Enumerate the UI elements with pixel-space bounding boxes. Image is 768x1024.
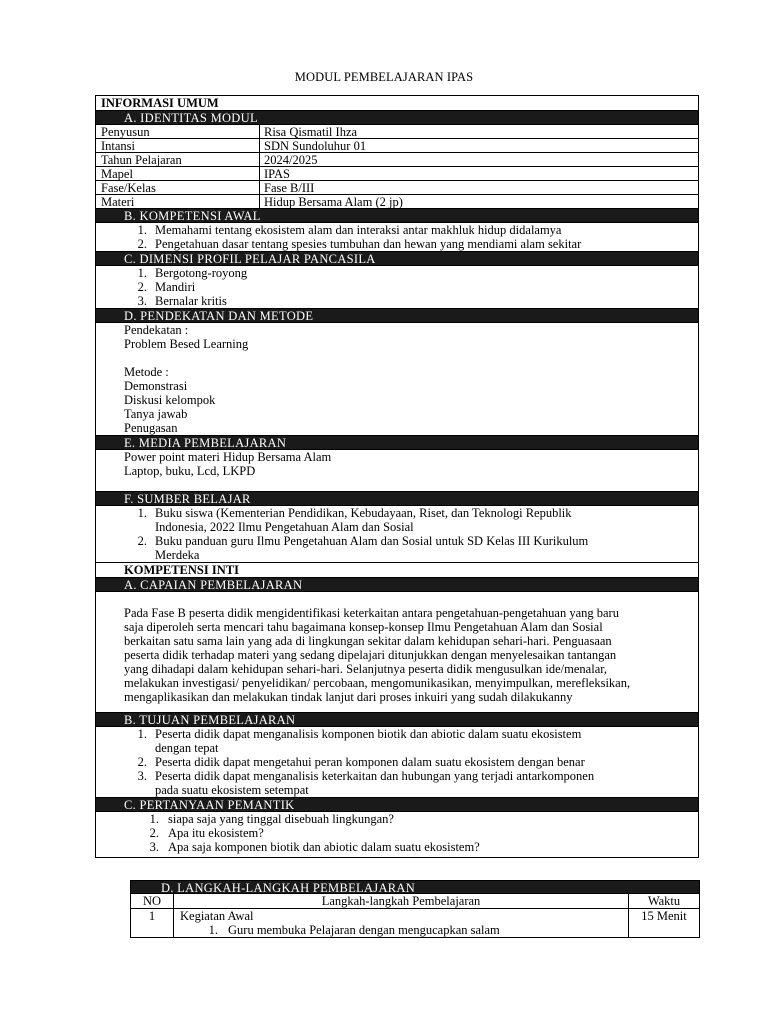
- col-time: Waktu: [647, 894, 681, 908]
- media-block: [96, 450, 698, 492]
- pendekatan-block: [96, 323, 698, 436]
- metode-label: Metode :: [124, 365, 169, 379]
- heading-media: E. MEDIA PEMBELAJARAN: [96, 436, 698, 450]
- profil-list: [96, 266, 698, 309]
- metode-item: Diskusi kelompok: [124, 393, 216, 407]
- media-line: Laptop, buku, Lcd, LKPD: [124, 464, 256, 478]
- list-item: 2. Pengetahuan dasar tentang spesies tumbuhan dan hewan yang mendiami alam sekitar: [137, 237, 582, 251]
- sumber-list: [96, 506, 698, 563]
- metode-item: Demonstrasi: [124, 379, 188, 393]
- heading-profil: C. DIMENSI PROFIL PELAJAR PANCASILA: [96, 252, 698, 266]
- list-item: 1. Buku siswa (Kementerian Pendidikan, Kebudayaan, Riset, dan Teknologi Republik Indonesia, 2022 Ilmu Pengetahuan Alam dan Sosial: [137, 506, 572, 534]
- steps-table: [130, 880, 700, 938]
- list-item: 1. Bergotong-royong: [137, 266, 248, 280]
- heading-kompetensi-awal: B. KOMPETENSI AWAL: [96, 209, 698, 223]
- section-informasi-umum: INFORMASI UMUM: [96, 96, 698, 111]
- identity-value: IPAS: [264, 167, 290, 181]
- page-title: MODUL PEMBELAJARAN IPAS: [294, 70, 474, 84]
- list-item: 1. Memahami tentang ekosistem alam dan interaksi antar makhluk hidup didalamya: [137, 223, 562, 237]
- list-item: 1. Peserta didik dapat menganalisis komponen biotik dan abiotic dalam suatu ekosistem dengan tepat: [137, 727, 582, 755]
- tujuan-list: [96, 727, 698, 798]
- col-step: Langkah-langkah Pembelajaran: [174, 894, 629, 908]
- col-no: NO: [131, 894, 174, 908]
- sub-step: 1. Guru membuka Pelajaran dengan mengucapkan salam: [208, 923, 500, 937]
- row-time: 15 Menit: [641, 909, 687, 923]
- identity-key: Tahun Pelajaran: [96, 153, 260, 166]
- pendekatan-label: Pendekatan :: [124, 323, 189, 337]
- identity-row: [96, 181, 698, 195]
- list-item: 3. Peserta didik dapat menganalisis keterkaitan dan hubungan yang terjadi antarkomponen pada suatu ekosistem setempat: [137, 769, 595, 797]
- identity-value: SDN Sundoluhur 01: [264, 139, 367, 153]
- media-line: Power point materi Hidup Bersama Alam: [124, 450, 332, 464]
- metode-item: Penugasan: [124, 421, 178, 435]
- pertanyaan-list: [96, 812, 698, 857]
- identity-value: 2024/2025: [264, 153, 318, 167]
- identity-row: [96, 195, 698, 209]
- identity-value: Fase B/III: [264, 181, 315, 195]
- identity-key: Penyusun: [96, 125, 260, 138]
- section-kompetensi-inti: KOMPETENSI INTI: [96, 563, 698, 578]
- row-no: 1: [131, 909, 174, 937]
- list-item: 3. Apa saja komponen biotik dan abiotic dalam suatu ekosistem?: [149, 840, 480, 854]
- heading-identitas: A. IDENTITAS MODUL: [96, 111, 698, 125]
- list-item: 2. Peserta didik dapat mengetahui peran komponen dalam suatu ekosistem dengan benar: [137, 755, 585, 769]
- list-item: 2. Apa itu ekosistem?: [149, 826, 264, 840]
- module-table: [95, 95, 699, 858]
- list-item: 2. Buku panduan guru Ilmu Pengetahuan Alam dan Sosial untuk SD Kelas III Kurikulum Merdeka: [137, 534, 589, 562]
- pendekatan-value: Problem Besed Learning: [124, 337, 249, 351]
- list-item: 1. siapa saja yang tinggal disebuah lingkungan?: [149, 812, 394, 826]
- identity-row: [96, 139, 698, 153]
- identity-key: Materi: [96, 195, 260, 208]
- table-row: [130, 909, 700, 938]
- metode-item: Tanya jawab: [124, 407, 188, 421]
- heading-capaian: A. CAPAIAN PEMBELAJARAN: [96, 578, 698, 592]
- table-header: [130, 894, 700, 909]
- heading-langkah: D. LANGKAH-LANGKAH PEMBELAJARAN: [130, 880, 700, 894]
- heading-sumber: F. SUMBER BELAJAR: [96, 492, 698, 506]
- identity-value: Risa Qismatil Ihza: [264, 125, 358, 139]
- identity-row: [96, 125, 698, 139]
- identity-key: Mapel: [96, 167, 260, 180]
- capaian-paragraph: Pada Fase B peserta didik mengidentifikasi keterkaitan antara pengetahuan-pengetahuan yang baru saja diperoleh serta mencari tahu bagaimana konsep-konsep Ilmu Pengetahuan Alam dan Sosial berkaitan satu sama lain yang ada di lingkungan sekitar dalam kehidupan sehari-hari. Penguasaan peserta didik terhadap materi yang sedang dipelajari ditunjukkan dengan menyelesaikan tantangan yang dihadapi dalam kehidupan sehari-hari. Selanjutnya peserta didik mengusulkan ide/menalar, melakukan investigasi/ penyelidikan/ percobaan, mengomunikasikan, menyimpulkan, merefleksikan, mengaplikasikan dan melakukan tindak lanjut dari proses inkuiri yang sudah dilakukanny: [96, 592, 698, 713]
- identity-key: Fase/Kelas: [96, 181, 260, 194]
- identity-key: Intansi: [96, 139, 260, 152]
- identity-row: [96, 167, 698, 181]
- list-item: 3. Bernalar kritis: [137, 294, 227, 308]
- kompetensi-awal-list: [96, 223, 698, 252]
- row-title: Kegiatan Awal: [180, 909, 254, 923]
- identity-row: [96, 153, 698, 167]
- heading-pertanyaan: C. PERTANYAAN PEMANTIK: [96, 798, 698, 812]
- heading-pendekatan: D. PENDEKATAN DAN METODE: [96, 309, 698, 323]
- list-item: 2. Mandiri: [137, 280, 196, 294]
- identity-value: Hidup Bersama Alam (2 jp): [264, 195, 403, 209]
- heading-tujuan: B. TUJUAN PEMBELAJARAN: [96, 713, 698, 727]
